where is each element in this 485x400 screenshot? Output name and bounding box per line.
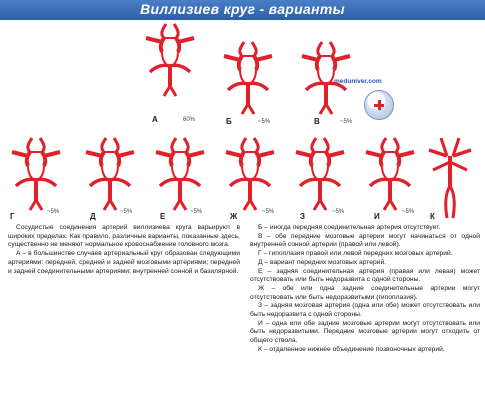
figure-percent: 60% xyxy=(183,117,196,123)
text-paragraph: И – одна или обе задние мозговые артерии могут отсутствовать или быть недоразвитыми. Передние мозговые артерии могут отходить от общего ствола. xyxy=(250,319,480,345)
text-paragraph: Ж – обе или одна задние соединительные артерии могут отсутствовать или быть недоразвитыми (гипоплазия). xyxy=(250,284,480,301)
text-paragraph: А – в большинстве случаев артериальный круг образован следующими артериями: передней, средней и задней мозговыми артериями; передней и задней соединительными артериями; внутренней сонной и базилярной. xyxy=(8,250,240,275)
figure-percent: ~5% xyxy=(190,209,203,215)
text-paragraph: Д – вариант передних мозговых артерий. xyxy=(258,258,387,266)
figure-percent: ~5% xyxy=(340,119,353,125)
figure-label: И xyxy=(374,212,380,221)
text-column-left xyxy=(8,224,240,276)
figure-label: Д xyxy=(90,212,96,221)
figure-label: К xyxy=(430,212,435,221)
circle-variant-d xyxy=(80,136,140,216)
text-paragraph: Е – задняя соединительная артерия (правая или левая) может отсутствовать или быть недоразвита с одной стороны. xyxy=(250,267,480,284)
circle-variant-b xyxy=(218,40,278,120)
circle-variant-i xyxy=(360,136,420,216)
figure-percent: ~5% xyxy=(258,119,271,125)
medical-cross-icon xyxy=(374,100,384,110)
circle-variant-zh xyxy=(220,136,280,216)
page-title: Виллизиев круг - варианты xyxy=(140,1,345,17)
figure-percent: ~5% xyxy=(262,209,275,215)
figure-label: Ж xyxy=(230,212,238,221)
figure-label: В xyxy=(314,117,320,126)
figure-label: Е xyxy=(160,212,166,221)
title-bar xyxy=(0,0,485,20)
circle-variant-a xyxy=(140,22,200,102)
site-logo[interactable] xyxy=(334,78,404,124)
figure-percent: ~5% xyxy=(120,209,133,215)
text-paragraph: В – обе передние мозговые артерии могут начинаться от одной внутренней сонной артерии (правой или левой). xyxy=(250,232,480,249)
text-paragraph: Г – гипоплазия правой или левой передних мозговых артерий. xyxy=(258,250,453,258)
figure-percent: ~5% xyxy=(402,209,415,215)
figure-label: Г xyxy=(10,212,15,221)
text-column-right xyxy=(250,224,480,355)
figure-percent: ~5% xyxy=(332,209,345,215)
figure-label: А xyxy=(152,115,158,124)
text-paragraph: Сосудистые соединения артерий виллизиева круга варьируют в широких пределах. Как правило, различные варианты, показанные здесь, существенно не меняют нормальное кровоснабжение головного мозга. xyxy=(8,224,240,249)
text-paragraph: К – отдаленное нижнее объединение позвоночных артерий. xyxy=(258,345,445,353)
figure-label: Б xyxy=(226,117,232,126)
logo-text: meduniver.com xyxy=(334,78,382,85)
logo-badge xyxy=(364,90,394,120)
circle-variant-e xyxy=(150,136,210,216)
text-paragraph: З – задняя мозговая артерия (одна или обе) может отсутствовать или быть недоразвита с одной стороны. xyxy=(250,302,480,319)
figure-percent: ~5% xyxy=(47,209,60,215)
circle-variant-k xyxy=(425,136,475,220)
text-paragraph: Б – иногда передняя соединительная артерия отсутствует. xyxy=(258,224,441,231)
figure-label: З xyxy=(300,212,306,221)
circle-variant-g xyxy=(6,136,66,216)
circle-variant-z xyxy=(290,136,350,216)
